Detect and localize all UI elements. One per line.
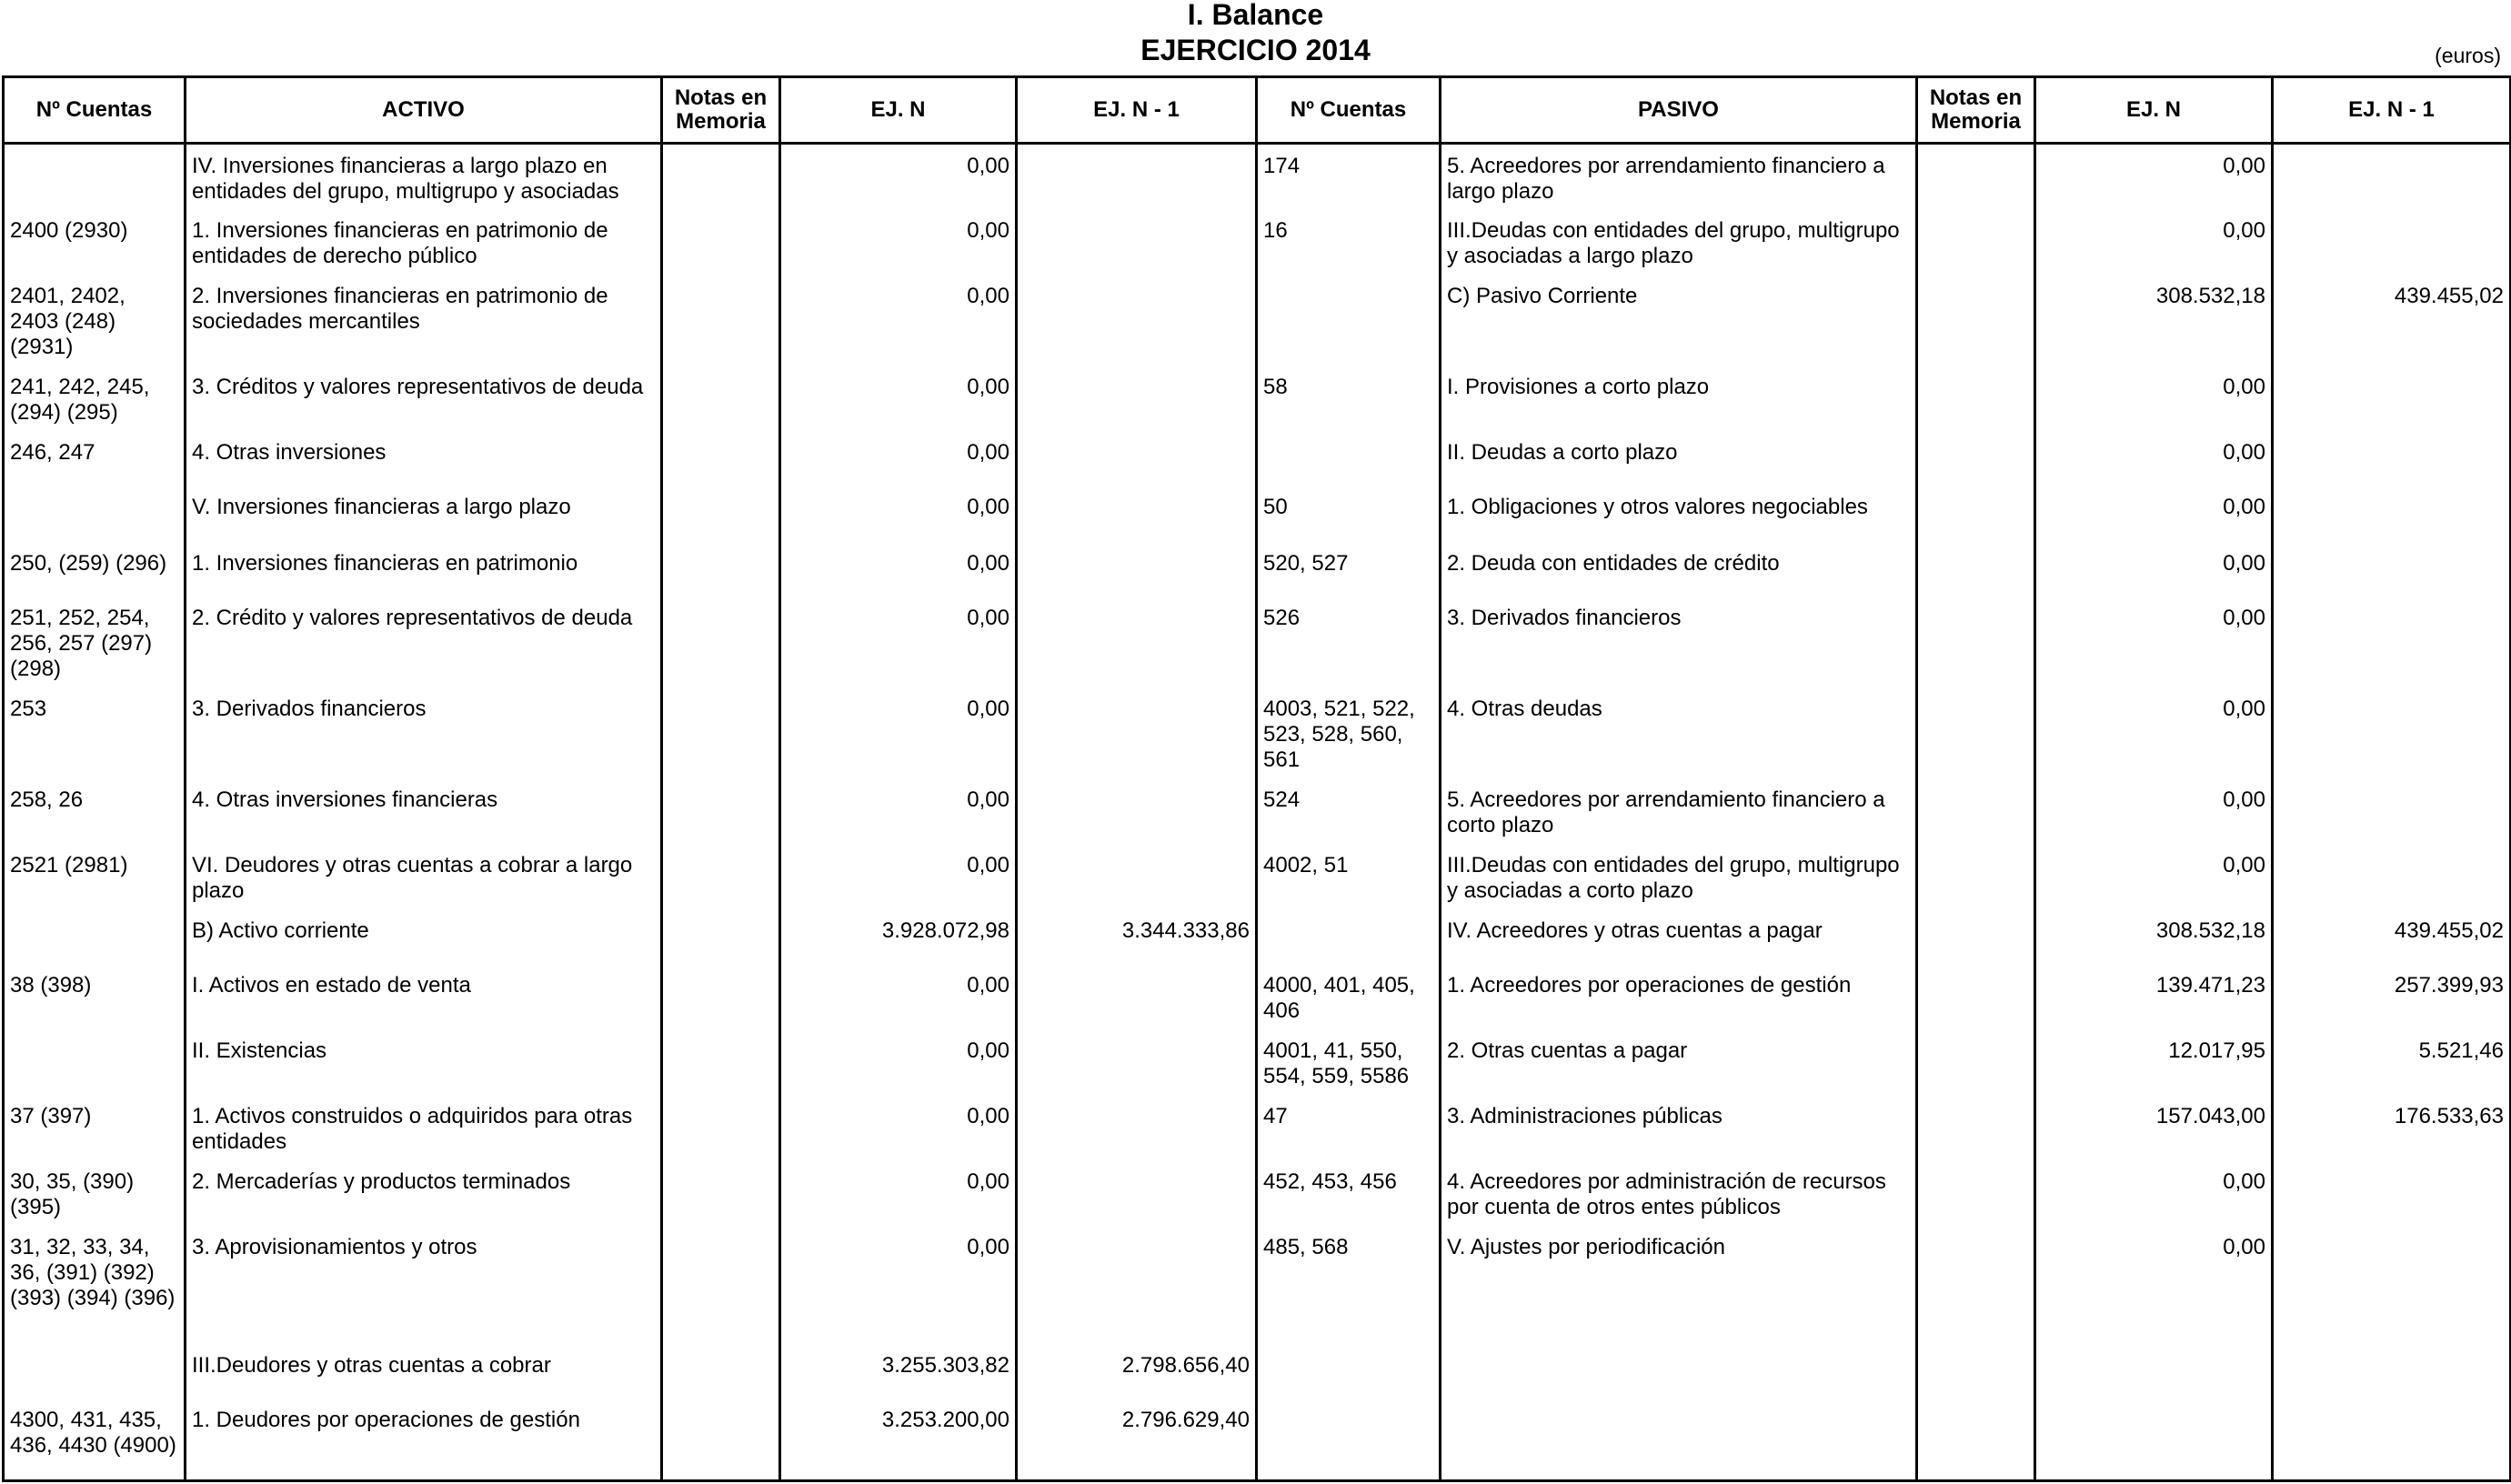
notas-activo [662,366,780,431]
account-code-activo [4,1344,186,1399]
account-code-pasivo: 58 [1257,366,1441,431]
account-code-pasivo [1257,275,1441,366]
account-code-pasivo: 50 [1257,486,1441,542]
header-cuentas-activo: Nº Cuentas [4,77,186,144]
table-row [4,1029,2511,1095]
account-code-activo [4,1029,186,1095]
ejn1-activo-value [1017,1226,1257,1344]
account-code-activo: 253 [4,687,186,778]
activo-concept: 4. Otras inversiones financieras [186,778,662,844]
ejn1-activo-value [1017,542,1257,597]
pasivo-concept: 5. Acreedores por arrendamiento financiero a largo plazo [1441,144,1917,209]
account-code-activo: 246, 247 [4,431,186,486]
account-code-pasivo: 16 [1257,209,1441,275]
ejn-activo-value: 0,00 [780,275,1017,366]
ejn1-pasivo-value: 257.399,93 [2273,964,2511,1029]
ejn-activo-value: 0,00 [780,144,1017,209]
ejn-pasivo-value: 0,00 [2035,778,2273,844]
table-row [4,597,2511,687]
notas-pasivo [1917,1029,2035,1095]
ejn1-pasivo-value [2273,597,2511,687]
account-code-activo [4,486,186,542]
account-code-pasivo: 452, 453, 456 [1257,1160,1441,1226]
ejn1-pasivo-value: 439.455,02 [2273,909,2511,964]
account-code-activo: 30, 35, (390) (395) [4,1160,186,1226]
activo-concept: 1. Inversiones financieras en patrimonio de entidades de derecho público [186,209,662,275]
notas-pasivo [1917,144,2035,209]
ejn1-pasivo-value [2273,431,2511,486]
notas-activo [662,209,780,275]
ejn1-activo-value [1017,144,1257,209]
ejn1-pasivo-value [2273,844,2511,909]
activo-concept: 4. Otras inversiones [186,431,662,486]
ejn-activo-value: 3.255.303,82 [780,1344,1017,1399]
notas-activo [662,431,780,486]
ejn1-pasivo-value [2273,1399,2511,1481]
notas-activo [662,1226,780,1344]
notas-activo [662,542,780,597]
ejn1-activo-value: 2.798.656,40 [1017,1344,1257,1399]
notas-activo [662,687,780,778]
ejn1-pasivo-value [2273,1226,2511,1344]
pasivo-concept: V. Ajustes por periodificación [1441,1226,1917,1344]
ejn-pasivo-value: 0,00 [2035,844,2273,909]
notas-pasivo [1917,844,2035,909]
ejn1-pasivo-value [2273,144,2511,209]
page-title: I. Balance [1187,0,1324,31]
account-code-activo: 2521 (2981) [4,844,186,909]
pasivo-concept: III.Deudas con entidades del grupo, multigrupo y asociadas a largo plazo [1441,209,1917,275]
pasivo-concept: I. Provisiones a corto plazo [1441,366,1917,431]
table-row [4,144,2511,209]
header-ejn1-pasivo: EJ. N - 1 [2273,77,2511,144]
header-ejn-activo: EJ. N [780,77,1017,144]
ejn-pasivo-value: 0,00 [2035,366,2273,431]
table-row [4,1160,2511,1226]
header-cuentas-pasivo: Nº Cuentas [1257,77,1441,144]
activo-concept: VI. Deudores y otras cuentas a cobrar a largo plazo [186,844,662,909]
activo-concept: III.Deudores y otras cuentas a cobrar [186,1344,662,1399]
table-row [4,1095,2511,1160]
pasivo-concept: IV. Acreedores y otras cuentas a pagar [1441,909,1917,964]
ejn-pasivo-value: 0,00 [2035,542,2273,597]
ejn1-pasivo-value [2273,486,2511,542]
notas-activo [662,1095,780,1160]
ejn-activo-value: 0,00 [780,597,1017,687]
account-code-pasivo [1257,909,1441,964]
account-code-activo: 251, 252, 254, 256, 257 (297) (298) [4,597,186,687]
notas-pasivo [1917,209,2035,275]
activo-concept: 1. Deudores por operaciones de gestión [186,1399,662,1481]
ejn-activo-value: 0,00 [780,687,1017,778]
pasivo-concept: 2. Deuda con entidades de crédito [1441,542,1917,597]
notas-pasivo [1917,909,2035,964]
header-notas-pasivo: Notas en Memoria [1917,77,2035,144]
ejn1-activo-value [1017,486,1257,542]
account-code-pasivo: 526 [1257,597,1441,687]
ejn1-pasivo-value: 5.521,46 [2273,1029,2511,1095]
account-code-pasivo: 524 [1257,778,1441,844]
ejn-activo-value: 0,00 [780,778,1017,844]
ejn-pasivo-value: 139.471,23 [2035,964,2273,1029]
activo-concept: B) Activo corriente [186,909,662,964]
account-code-pasivo: 520, 527 [1257,542,1441,597]
pasivo-concept: C) Pasivo Corriente [1441,275,1917,366]
ejn1-pasivo-value: 176.533,63 [2273,1095,2511,1160]
notas-pasivo [1917,275,2035,366]
account-code-pasivo: 174 [1257,144,1441,209]
ejn1-pasivo-value [2273,1160,2511,1226]
account-code-pasivo: 47 [1257,1095,1441,1160]
account-code-activo: 241, 242, 245, (294) (295) [4,366,186,431]
activo-concept: 3. Créditos y valores representativos de deuda [186,366,662,431]
notas-pasivo [1917,431,2035,486]
ejn1-activo-value [1017,366,1257,431]
table-row [4,209,2511,275]
ejn-activo-value: 0,00 [780,542,1017,597]
ejn-pasivo-value: 0,00 [2035,597,2273,687]
table-row [4,275,2511,366]
ejn-pasivo-value: 12.017,95 [2035,1029,2273,1095]
ejn1-activo-value [1017,1095,1257,1160]
notas-activo [662,909,780,964]
account-code-pasivo: 4000, 401, 405, 406 [1257,964,1441,1029]
notas-activo [662,1160,780,1226]
activo-concept: V. Inversiones financieras a largo plazo [186,486,662,542]
table-row [4,1399,2511,1481]
ejn1-pasivo-value [2273,209,2511,275]
notas-activo [662,144,780,209]
account-code-activo: 2400 (2930) [4,209,186,275]
activo-concept: I. Activos en estado de venta [186,964,662,1029]
ejn1-activo-value [1017,844,1257,909]
activo-concept: 1. Inversiones financieras en patrimonio [186,542,662,597]
notas-pasivo [1917,1399,2035,1481]
ejn-activo-value: 0,00 [780,209,1017,275]
ejn1-activo-value [1017,964,1257,1029]
account-code-activo: 258, 26 [4,778,186,844]
header-ejn1-activo: EJ. N - 1 [1017,77,1257,144]
table-row [4,542,2511,597]
activo-concept: 3. Derivados financieros [186,687,662,778]
ejn1-activo-value: 3.344.333,86 [1017,909,1257,964]
ejn-activo-value: 0,00 [780,964,1017,1029]
ejn-pasivo-value: 0,00 [2035,144,2273,209]
ejn-pasivo-value: 0,00 [2035,486,2273,542]
header-ejn-pasivo: EJ. N [2035,77,2273,144]
ejn1-pasivo-value [2273,778,2511,844]
table-row [4,778,2511,844]
table-row [4,687,2511,778]
account-code-pasivo: 485, 568 [1257,1226,1441,1344]
page-subtitle: EJERCICIO 2014 [1140,34,1371,66]
activo-concept: 2. Mercaderías y productos terminados [186,1160,662,1226]
ejn1-pasivo-value: 439.455,02 [2273,275,2511,366]
ejn-pasivo-value: 308.532,18 [2035,275,2273,366]
ejn-activo-value: 0,00 [780,486,1017,542]
table-row [4,486,2511,542]
notas-pasivo [1917,1226,2035,1344]
currency-units: (euros) [2435,44,2501,67]
table-row [4,909,2511,964]
pasivo-concept [1441,1344,1917,1399]
pasivo-concept: 2. Otras cuentas a pagar [1441,1029,1917,1095]
notas-pasivo [1917,687,2035,778]
notas-activo [662,844,780,909]
notas-activo [662,1344,780,1399]
ejn-activo-value: 0,00 [780,1160,1017,1226]
notas-pasivo [1917,964,2035,1029]
activo-concept: 1. Activos construidos o adquiridos para otras entidades [186,1095,662,1160]
pasivo-concept: 3. Derivados financieros [1441,597,1917,687]
ejn-pasivo-value: 0,00 [2035,1226,2273,1344]
ejn-activo-value: 0,00 [780,844,1017,909]
ejn-activo-value: 0,00 [780,1095,1017,1160]
ejn-pasivo-value: 0,00 [2035,687,2273,778]
account-code-activo: 250, (259) (296) [4,542,186,597]
table-row [4,1226,2511,1344]
ejn1-pasivo-value [2273,366,2511,431]
ejn-activo-value: 0,00 [780,1226,1017,1344]
account-code-activo: 31, 32, 33, 34, 36, (391) (392) (393) (394) (396) [4,1226,186,1344]
pasivo-concept: 4. Otras deudas [1441,687,1917,778]
ejn-pasivo-value: 157.043,00 [2035,1095,2273,1160]
account-code-pasivo [1257,1344,1441,1399]
account-code-pasivo: 4003, 521, 522, 523, 528, 560, 561 [1257,687,1441,778]
ejn-activo-value: 3.253.200,00 [780,1399,1017,1481]
ejn-pasivo-value: 0,00 [2035,209,2273,275]
header-pasivo: PASIVO [1441,77,1917,144]
notas-pasivo [1917,1095,2035,1160]
ejn1-activo-value: 2.796.629,40 [1017,1399,1257,1481]
account-code-pasivo [1257,431,1441,486]
ejn-pasivo-value [2035,1399,2273,1481]
notas-activo [662,964,780,1029]
balance-table [2,75,2511,1482]
ejn-pasivo-value: 308.532,18 [2035,909,2273,964]
ejn-activo-value: 0,00 [780,1029,1017,1095]
pasivo-concept: III.Deudas con entidades del grupo, multigrupo y asociadas a corto plazo [1441,844,1917,909]
ejn-activo-value: 0,00 [780,431,1017,486]
notas-activo [662,597,780,687]
notas-activo [662,778,780,844]
notas-activo [662,486,780,542]
ejn1-activo-value [1017,275,1257,366]
header-activo: ACTIVO [186,77,662,144]
notas-pasivo [1917,1344,2035,1399]
notas-activo [662,275,780,366]
ejn1-activo-value [1017,1029,1257,1095]
account-code-pasivo: 4001, 41, 550, 554, 559, 5586 [1257,1029,1441,1095]
notas-pasivo [1917,778,2035,844]
activo-concept: IV. Inversiones financieras a largo plazo en entidades del grupo, multigrupo y asociadas [186,144,662,209]
account-code-activo [4,144,186,209]
activo-concept: 3. Aprovisionamientos y otros [186,1226,662,1344]
account-code-activo: 38 (398) [4,964,186,1029]
account-code-activo: 37 (397) [4,1095,186,1160]
table-row [4,844,2511,909]
pasivo-concept: 5. Acreedores por arrendamiento financiero a corto plazo [1441,778,1917,844]
notas-pasivo [1917,542,2035,597]
pasivo-concept: II. Deudas a corto plazo [1441,431,1917,486]
ejn1-activo-value [1017,431,1257,486]
ejn1-activo-value [1017,687,1257,778]
notas-pasivo [1917,1160,2035,1226]
ejn1-activo-value [1017,1160,1257,1226]
pasivo-concept: 4. Acreedores por administración de recursos por cuenta de otros entes públicos [1441,1160,1917,1226]
ejn1-pasivo-value [2273,687,2511,778]
ejn-activo-value: 0,00 [780,366,1017,431]
pasivo-concept: 1. Acreedores por operaciones de gestión [1441,964,1917,1029]
table-row [4,1344,2511,1399]
pasivo-concept: 3. Administraciones públicas [1441,1095,1917,1160]
ejn1-pasivo-value [2273,1344,2511,1399]
account-code-pasivo: 4002, 51 [1257,844,1441,909]
ejn-activo-value: 3.928.072,98 [780,909,1017,964]
ejn1-pasivo-value [2273,542,2511,597]
notas-activo [662,1029,780,1095]
ejn1-activo-value [1017,209,1257,275]
pasivo-concept [1441,1399,1917,1481]
activo-concept: 2. Inversiones financieras en patrimonio de sociedades mercantiles [186,275,662,366]
ejn1-activo-value [1017,778,1257,844]
ejn-pasivo-value: 0,00 [2035,431,2273,486]
header-notas-activo: Notas en Memoria [662,77,780,144]
ejn1-activo-value [1017,597,1257,687]
activo-concept: II. Existencias [186,1029,662,1095]
notas-pasivo [1917,366,2035,431]
account-code-activo [4,909,186,964]
table-row [4,964,2511,1029]
pasivo-concept: 1. Obligaciones y otros valores negociables [1441,486,1917,542]
notas-pasivo [1917,486,2035,542]
ejn-pasivo-value [2035,1344,2273,1399]
notas-pasivo [1917,597,2035,687]
activo-concept: 2. Crédito y valores representativos de deuda [186,597,662,687]
notas-activo [662,1399,780,1481]
table-row [4,431,2511,486]
header-row [4,77,2511,144]
ejn-pasivo-value: 0,00 [2035,1160,2273,1226]
table-row [4,366,2511,431]
account-code-activo: 2401, 2402, 2403 (248) (2931) [4,275,186,366]
account-code-activo: 4300, 431, 435, 436, 4430 (4900) [4,1399,186,1481]
account-code-pasivo [1257,1399,1441,1481]
